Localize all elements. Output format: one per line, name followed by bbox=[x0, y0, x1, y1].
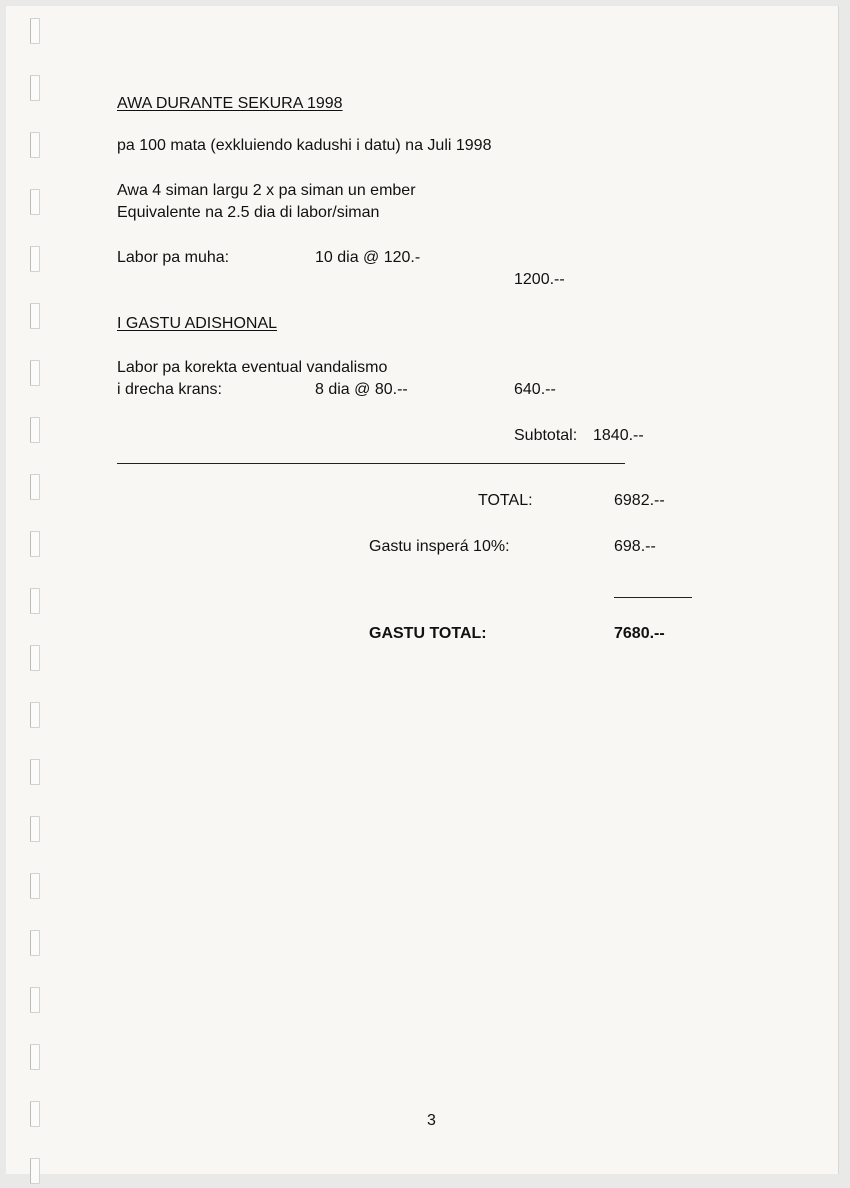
binding-hole bbox=[30, 1158, 40, 1184]
binding-hole bbox=[30, 303, 40, 329]
scope-line: pa 100 mata (exkluiendo kadushi i datu) na Juli 1998 bbox=[117, 137, 492, 154]
labor-muha-rate: 10 dia @ 120.- bbox=[315, 249, 421, 266]
grand-total-label: GASTU TOTAL: bbox=[369, 625, 487, 642]
binding-hole bbox=[30, 531, 40, 557]
binding-hole bbox=[30, 702, 40, 728]
subtotal-amount: 1840.-- bbox=[593, 427, 644, 444]
heading-gastu-adishonal: I GASTU ADISHONAL bbox=[117, 315, 278, 332]
equivalent-line: Equivalente na 2.5 dia di labor/siman bbox=[117, 204, 380, 221]
binding-hole bbox=[30, 645, 40, 671]
vandalismo-rate: 8 dia @ 80.-- bbox=[315, 381, 408, 398]
vandalismo-label-line2: i drecha krans: bbox=[117, 381, 222, 398]
binding-hole bbox=[30, 588, 40, 614]
binding-hole bbox=[30, 816, 40, 842]
labor-muha-amount: 1200.-- bbox=[514, 271, 565, 288]
heading-awa-durante-sekura: AWA DURANTE SEKURA 1998 bbox=[117, 95, 343, 112]
labor-muha-label: Labor pa muha: bbox=[117, 249, 230, 266]
binding-hole bbox=[30, 474, 40, 500]
total-label: TOTAL: bbox=[478, 492, 533, 509]
binding-hole bbox=[30, 1044, 40, 1070]
binding-hole bbox=[30, 132, 40, 158]
binding-hole bbox=[30, 360, 40, 386]
divider-line bbox=[117, 463, 625, 464]
binding-hole bbox=[30, 1101, 40, 1127]
binding-hole bbox=[30, 987, 40, 1013]
binding-hole bbox=[30, 930, 40, 956]
binding-hole bbox=[30, 759, 40, 785]
grand-total-amount: 7680.-- bbox=[614, 625, 665, 642]
binding-hole bbox=[30, 75, 40, 101]
contingency-label: Gastu insperá 10%: bbox=[369, 538, 510, 555]
sum-line bbox=[614, 597, 692, 598]
vandalismo-amount: 640.-- bbox=[514, 381, 556, 398]
page-number: 3 bbox=[427, 1112, 436, 1129]
binding-hole bbox=[30, 246, 40, 272]
binding-hole bbox=[30, 18, 40, 44]
vandalismo-label-line1: Labor pa korekta eventual vandalismo bbox=[117, 359, 388, 376]
binding-hole bbox=[30, 417, 40, 443]
contingency-amount: 698.-- bbox=[614, 538, 656, 555]
subtotal-label: Subtotal: bbox=[514, 427, 578, 444]
frequency-line: Awa 4 siman largu 2 x pa siman un ember bbox=[117, 182, 416, 199]
binding-hole bbox=[30, 189, 40, 215]
total-amount: 6982.-- bbox=[614, 492, 665, 509]
binding-hole bbox=[30, 873, 40, 899]
